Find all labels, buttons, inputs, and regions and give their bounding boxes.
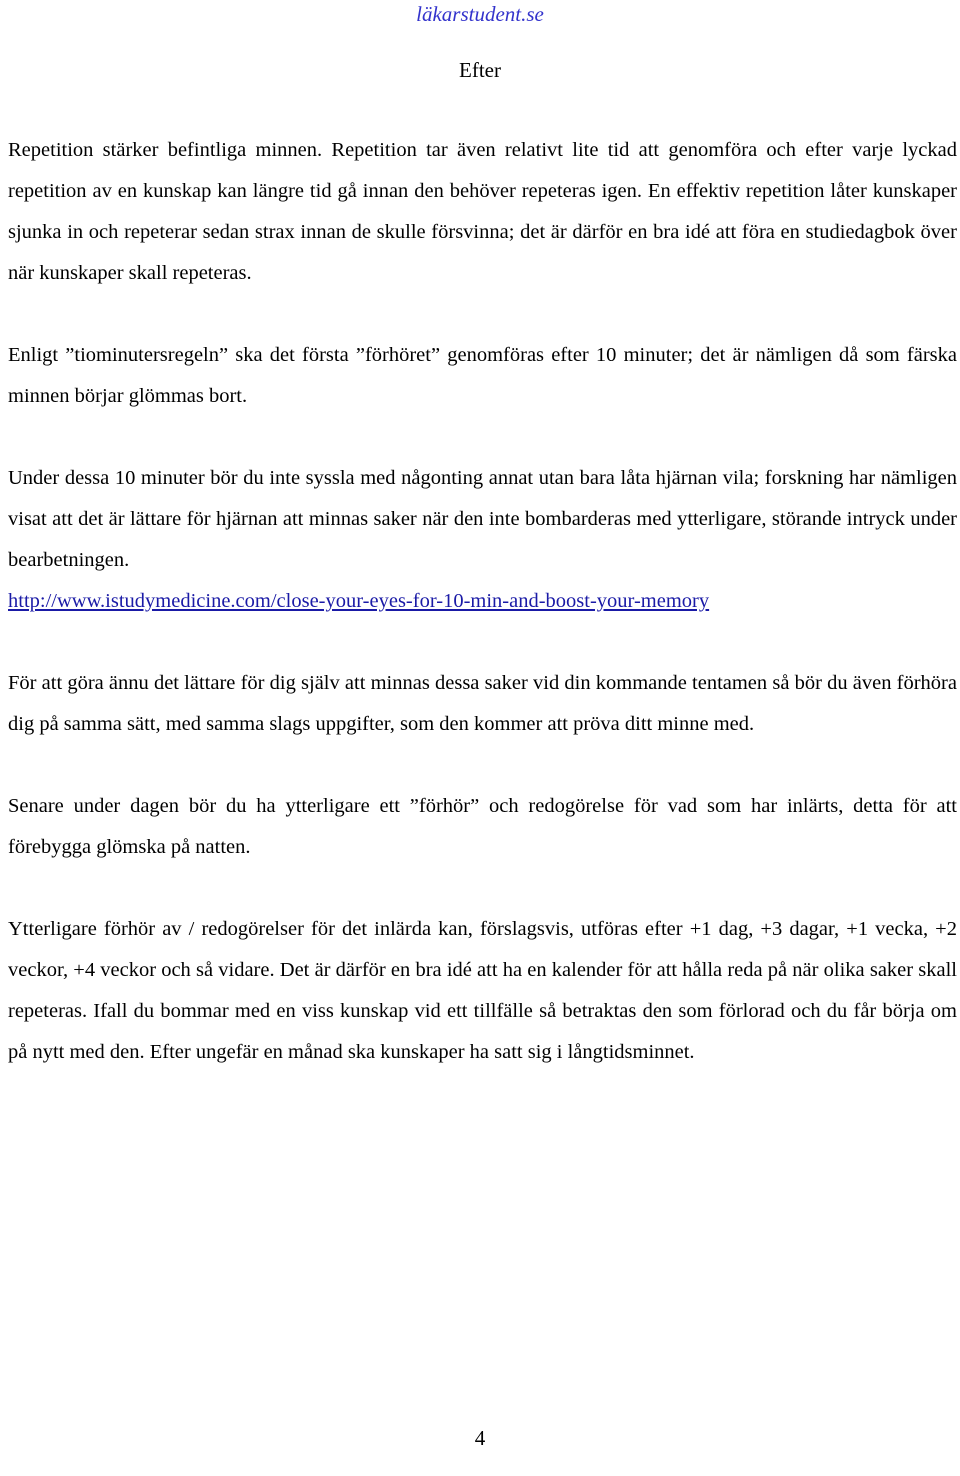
paragraph-vila: Under dessa 10 minuter bör du inte syssla med någonting annat utan bara låta hjärnan vila; forskning har nämligen visat att det är lättare för hjärnan att minnas saker när den inte bombarderas med ytterligare, störande intryck under bearbetningen. bbox=[8, 467, 957, 571]
paragraph-ytterligare: Ytterligare förhör av / redogörelser för det inlärda kan, förslagsvis, utföras efter +1 dag, +3 dagar, +1 vecka, +2 veckor, +4 veckor och så vidare. Det är därför en bra idé att ha en kalender för att hålla reda på när olika saker skall repeteras. Ifall du bommar med en viss kunskap vid ett tillfälle så betraktas den som förlorad och du får börja om på nytt med den. Efter ungefär en månad ska kunskaper ha satt sig i långtidsminnet. bbox=[8, 918, 957, 1063]
reference-link[interactable]: http://www.istudymedicine.com/close-your-eyes-for-10-min-and-boost-your-memory bbox=[8, 590, 710, 612]
page-number: 4 bbox=[474, 1426, 486, 1450]
section-title: Efter bbox=[459, 58, 501, 82]
paragraph-repetition: Repetition stärker befintliga minnen. Repetition tar även relativt lite tid att genomföra och efter varje lyckad repetition av en kunskap kan längre tid gå innan den behöver repeteras igen. En effektiv repetition låter kunskaper sjunka in och repeterar sedan strax innan de skulle försvinna; det är därför en bra idé att föra en studiedagbok över när kunskaper skall repeteras. bbox=[8, 139, 957, 284]
document-body bbox=[8, 130, 957, 1114]
paragraph-tiominutersregeln: Enligt ”tiominutersregeln” ska det första ”förhöret” genomföras efter 10 minuter; det är nämligen då som färska minnen börjar glömmas bort. bbox=[8, 344, 957, 407]
paragraph-senare: Senare under dagen bör du ha ytterligare ett ”förhör” och redogörelse för vad som har inlärts, detta för att förebygga glömska på natten. bbox=[8, 795, 957, 858]
header-site-link[interactable]: läkarstudent.se bbox=[416, 2, 544, 26]
paragraph-forhora: För att göra ännu det lättare för dig själv att minnas dessa saker vid din kommande tentamen så bör du även förhöra dig på samma sätt, med samma slags uppgifter, som den kommer att pröva ditt minne med. bbox=[8, 672, 957, 735]
